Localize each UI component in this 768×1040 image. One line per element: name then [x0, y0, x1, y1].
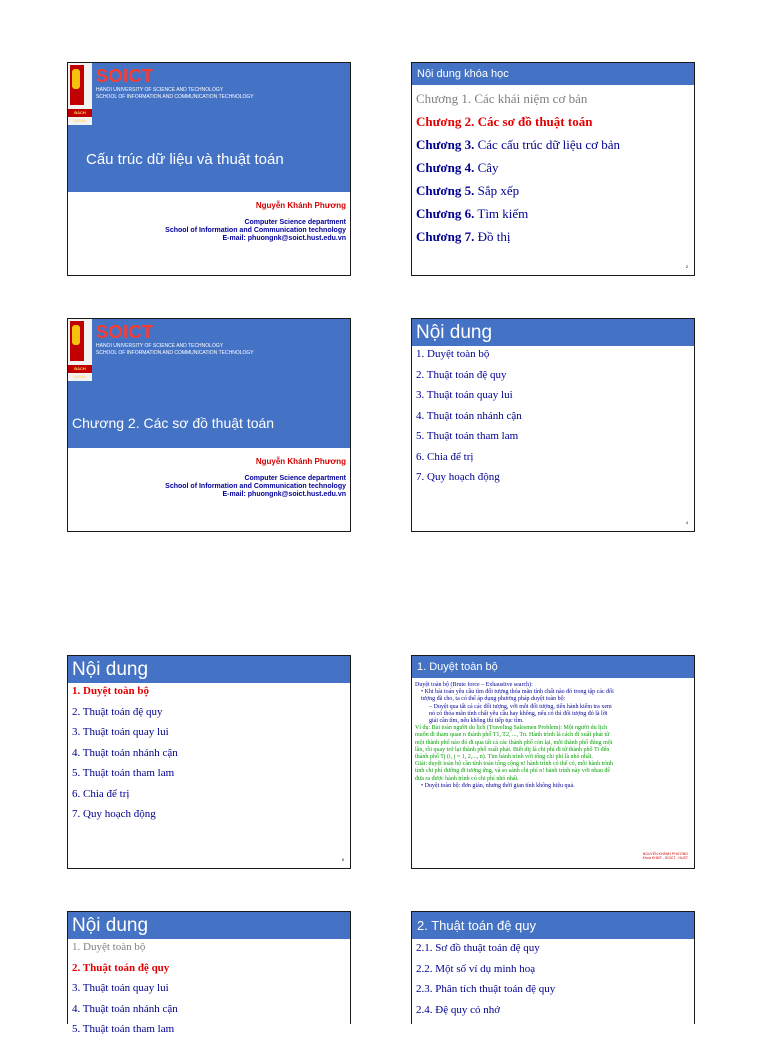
- outline-item: 1. Duyệt toàn bộ: [72, 941, 146, 953]
- outline-item: 7. Quy hoạch động: [416, 471, 500, 483]
- outline-item: 2.2. Một số ví dụ minh hoạ: [416, 962, 536, 975]
- outline-item: 1. Duyệt toàn bộ: [416, 348, 490, 360]
- text-line: Ví dụ: Bài toán người du lịch (Traveling Salesmen Problem): Một người du lịch: [415, 725, 608, 732]
- outline-item: 3. Thuật toán quay lui: [72, 982, 169, 994]
- recursion-list: [416, 938, 555, 1020]
- chapter-item: Chương 4. Cây: [416, 160, 499, 175]
- page-number: 5: [341, 857, 344, 862]
- outline-item: 5. Thuật toán tham lam: [416, 430, 519, 442]
- credit-line: Khoa KHMT - SOICT - HUST: [642, 856, 688, 860]
- outline-item: 2.1. Sơ đồ thuật toán đệ quy: [416, 942, 540, 954]
- chapter-item-current: Chương 2. Các sơ đồ thuật toán: [416, 114, 593, 129]
- text-line: – Duyệt qua tất cả các đối tượng, với mỗi đối tượng, tiến hành kiểm tra xem: [429, 703, 612, 710]
- text-line: tính chi phí đường đi tương ứng, và so sánh chi phí n! hành trình này với nhau để: [415, 768, 611, 775]
- outline-item: 2.4. Đệ quy có nhớ: [416, 1003, 501, 1016]
- outline-item: 3. Thuật toán quay lui: [72, 726, 169, 738]
- department-info: [165, 475, 346, 499]
- outline-list: [72, 681, 178, 825]
- school-name: SCHOOL OF INFORMATION AND COMMUNICATION TECHNOLOGY: [96, 94, 254, 100]
- slide-outline-brute-force: [67, 655, 351, 869]
- outline-item: 4. Thuật toán nhánh cận: [416, 409, 522, 422]
- school-line: School of Information and Communication technology: [165, 227, 346, 234]
- outline-item: 4. Thuật toán nhánh cận: [72, 1002, 178, 1015]
- soict-logo-text: SOICT: [96, 322, 154, 342]
- course-title: Cấu trúc dữ liệu và thuật toán: [86, 151, 284, 168]
- hust-logo: BÁCH KHOA: [68, 63, 92, 125]
- email-line: E-mail: phuongnk@soict.hust.edu.vn: [222, 235, 346, 242]
- chapter-item: Chương 3. Các cấu trúc dữ liệu cơ bản: [416, 137, 621, 152]
- chapter-item: Chương 7. Đồ thị: [416, 229, 511, 244]
- slide-header: Nội dung: [412, 319, 694, 346]
- outline-item: 5. Thuật toán tham lam: [72, 767, 175, 779]
- author-credit: [643, 852, 688, 860]
- slide-chapter-title: [67, 318, 351, 532]
- text-line: Duyệt toàn bộ (Brute force – Exhaustive search):: [415, 682, 533, 688]
- chapter-item: Chương 6. Tìm kiếm: [416, 206, 529, 221]
- slide-brute-force: [411, 655, 695, 869]
- department-line: Computer Science department: [244, 219, 346, 226]
- text-line: lần, rồi quay trở lại thành phố xuất phát. Biết dij là chi phí đi từ thành phố Ti đến: [415, 746, 610, 753]
- chapter-list: [416, 87, 620, 248]
- text-line: giải cần tìm, nếu không thì tiếp tục tìm.: [429, 718, 524, 725]
- text-line: • Khi bài toán yêu cầu tìm đối tượng thỏa mãn tính chất nào đó trong tập các đối: [421, 689, 614, 696]
- text-line: đưa ra được hành trình có chi phí nhỏ nhất.: [415, 775, 519, 782]
- slide-course-content: [411, 62, 695, 276]
- outline-list: [416, 344, 522, 488]
- outline-item: 7. Quy hoạch động: [72, 808, 156, 820]
- outline-item-current: 1. Duyệt toàn bộ: [72, 685, 150, 697]
- outline-item: 2. Thuật toán đệ quy: [416, 368, 507, 381]
- slide-header: Nội dung khóa học: [412, 63, 694, 85]
- chapter-title: Chương 2. Các sơ đồ thuật toán: [72, 415, 275, 431]
- text-line: muốn đi tham quan n thành phố T1, T2, ..., Tn. Hành trình là cách đi xuất phát từ: [415, 732, 610, 739]
- university-name: HANOI UNIVERSITY OF SCIENCE AND TECHNOLOGY: [96, 87, 224, 93]
- chapter-item: Chương 5. Sắp xếp: [416, 183, 520, 198]
- credit-line: NGUYỄN KHÁNH PHƯƠNG: [642, 852, 688, 856]
- outline-item: 4. Thuật toán nhánh cận: [72, 746, 178, 759]
- slide-outline-recursion: [67, 911, 351, 1035]
- soict-logo-text: SOICT: [96, 66, 154, 86]
- school-line: School of Information and Communication technology: [165, 483, 346, 490]
- text-line: Giải: duyệt toàn bộ cần tính toán tổng cộng n! hành trình có thể có, mỗi hành trình: [415, 761, 613, 768]
- text-line: • Duyệt toàn bộ: đơn giản, nhưng thời gian tính không hiệu quả.: [421, 782, 575, 789]
- author-name: Nguyễn Khánh Phương: [255, 201, 346, 210]
- slide-header: 1. Duyệt toàn bộ: [412, 656, 694, 678]
- hust-logo: BÁCH KHOA: [68, 319, 92, 381]
- university-name: HANOI UNIVERSITY OF SCIENCE AND TECHNOLOGY: [96, 343, 224, 349]
- school-name: SCHOOL OF INFORMATION AND COMMUNICATION TECHNOLOGY: [96, 350, 254, 356]
- page-number: 2: [685, 264, 688, 269]
- slide-outline: [411, 318, 695, 532]
- text-line: một thành phố nào đó đi qua tất cả các thành phố còn lại, mỗi thành phố đúng một: [415, 739, 613, 746]
- text-line: thành phố Tj (i, j = 1, 2,..., n). Tìm hành trình với tổng chi phí là nhỏ nhất.: [415, 754, 593, 761]
- author-name: Nguyễn Khánh Phương: [255, 457, 346, 466]
- outline-item: 2. Thuật toán đệ quy: [72, 705, 163, 718]
- slide-header: Nội dung: [68, 912, 350, 939]
- department-line: Computer Science department: [244, 475, 346, 482]
- page-number: 4: [685, 520, 688, 525]
- outline-item: 6. Chia để trị: [416, 450, 474, 463]
- slide-header: Nội dung: [68, 656, 350, 683]
- slide-body: [415, 682, 691, 790]
- slide-recursion: [411, 911, 695, 1024]
- outline-item: 2.3. Phân tích thuật toán đệ quy: [416, 983, 556, 995]
- slide-header: 2. Thuật toán đệ quy: [412, 912, 694, 939]
- email-line: E-mail: phuongnk@soict.hust.edu.vn: [222, 491, 346, 498]
- outline-list: [72, 937, 178, 1040]
- outline-item-current: 2. Thuật toán đệ quy: [72, 961, 170, 974]
- text-line: tượng đã cho, ta có thể áp dụng phương pháp duyệt toàn bộ:: [421, 696, 566, 703]
- text-line: nó có thỏa mãn tính chất yêu cầu hay không, nếu có thì đối tượng đó là lời: [429, 710, 608, 717]
- outline-item: 6. Chia để trị: [72, 787, 130, 800]
- outline-item: 5. Thuật toán tham lam: [72, 1023, 175, 1035]
- chapter-item: Chương 1. Các khái niệm cơ bản: [416, 91, 588, 106]
- slide-title: [67, 62, 351, 276]
- department-info: [165, 219, 346, 243]
- outline-item: 3. Thuật toán quay lui: [416, 389, 513, 401]
